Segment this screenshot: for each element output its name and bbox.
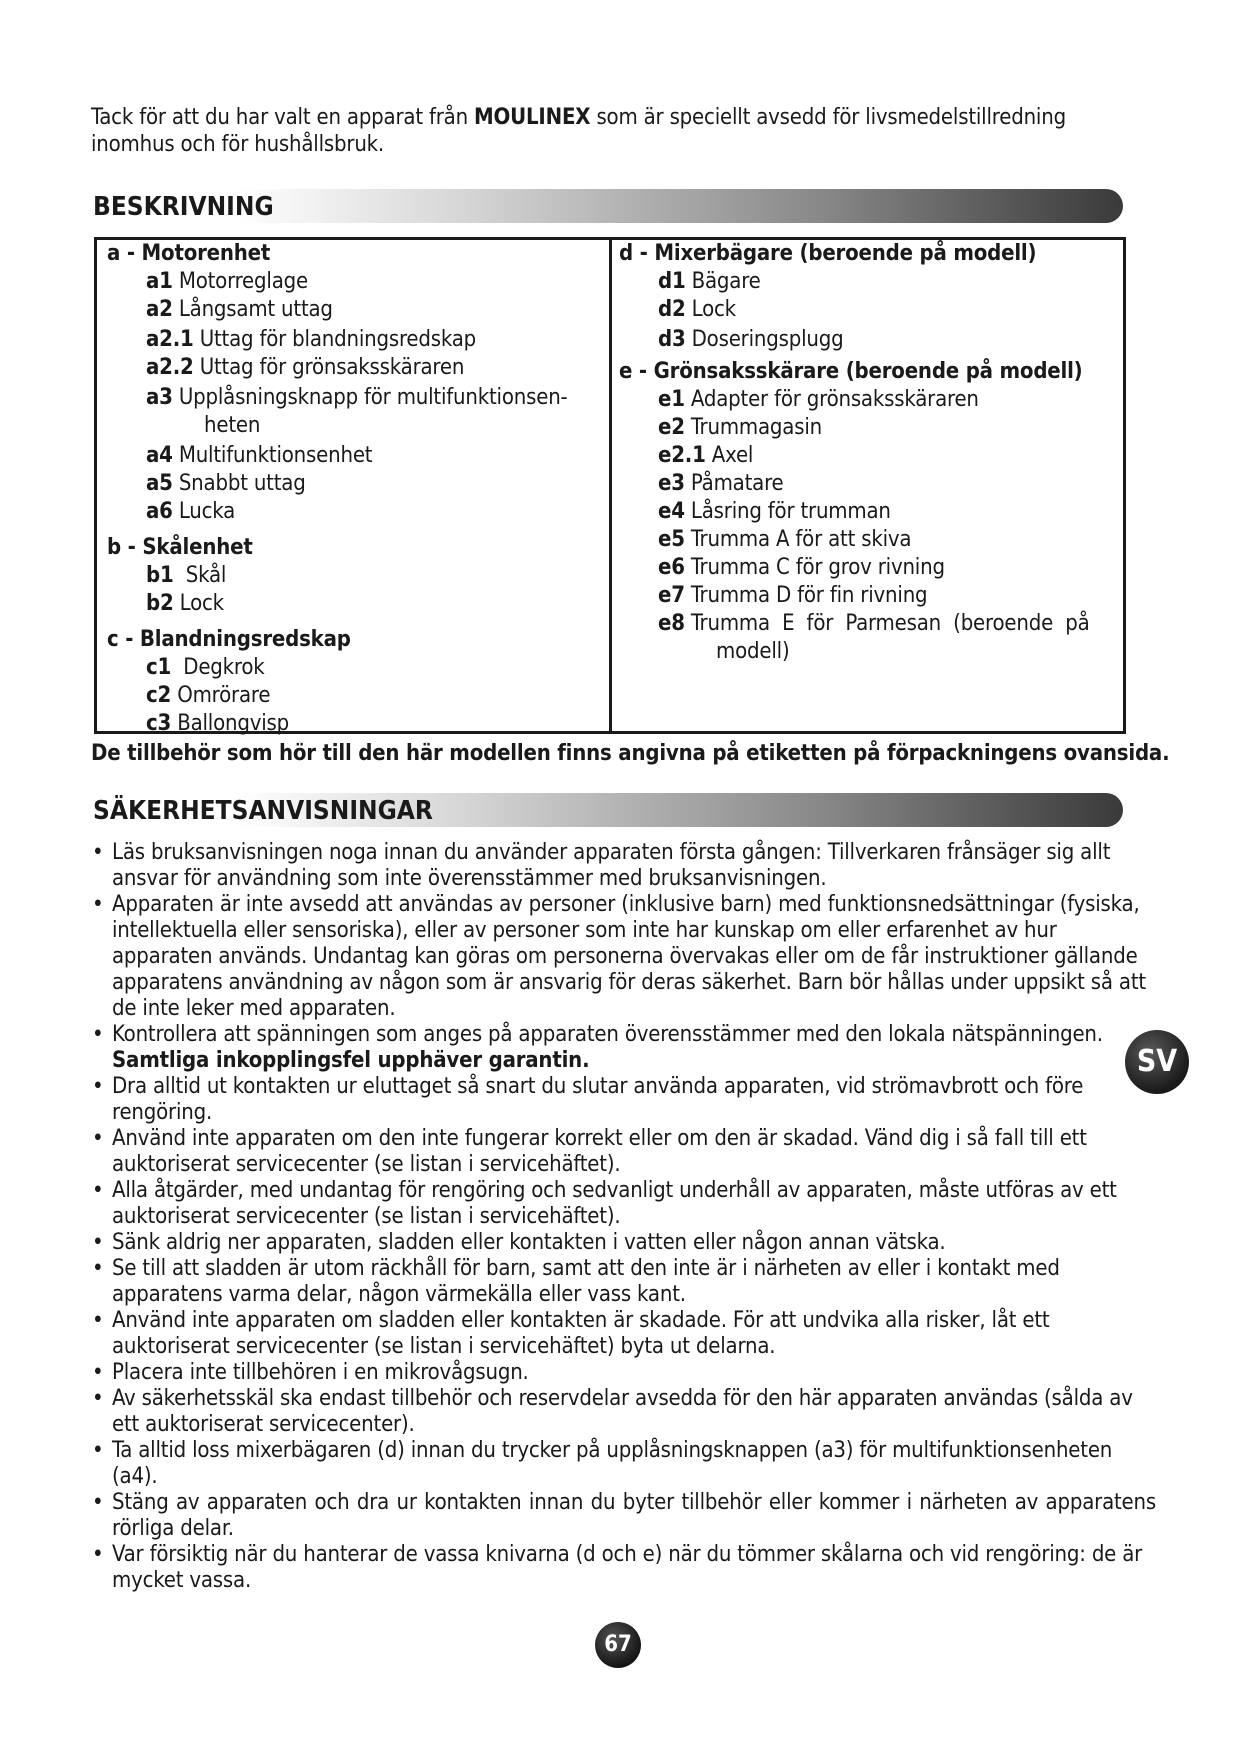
language-badge: SV bbox=[1125, 1030, 1189, 1094]
list-item: d1 Bägare bbox=[658, 269, 761, 294]
warranty-warning: Samtliga inkopplingsfel upphäver garantin. bbox=[112, 1048, 590, 1073]
list-item: • Se till att sladden är utom räckhåll för barn, samt att den inte är i närheten av eller i kontakt med apparatens varma delar, någon värmekälla eller vass kant. bbox=[91, 1256, 1156, 1308]
page-number: 67 bbox=[595, 1622, 641, 1668]
group-title-e: e - Grönsaksskärare (beroende på modell) bbox=[619, 359, 1083, 384]
list-item: a2.2 Uttag för grönsaksskäraren bbox=[146, 355, 465, 380]
list-item: • Ta alltid loss mixerbägaren (d) innan du trycker på upplåsningsknappen (a3) för multifunktionsenheten (a4). bbox=[91, 1438, 1156, 1490]
section-title: BESKRIVNING bbox=[93, 192, 274, 222]
list-item: • Dra alltid ut kontakten ur eluttaget så snart du slutar använda apparaten, vid strömavbrott och före rengöring. bbox=[91, 1074, 1156, 1126]
list-item: • Använd inte apparaten om sladden eller kontakten är skadade. För att undvika alla risker, låt ett auktoriserat servicecenter (se listan i servicehäftet) byta ut delarna. bbox=[91, 1308, 1156, 1360]
brand-name: MOULINEX bbox=[474, 105, 591, 130]
group-title-d: d - Mixerbägare (beroende på modell) bbox=[619, 241, 1037, 266]
list-item: c2 Omrörare bbox=[146, 683, 271, 708]
list-item: d2 Lock bbox=[658, 297, 736, 322]
list-item: d3 Doseringsplugg bbox=[658, 327, 844, 352]
list-item: e8 Trumma E för Parmesan (beroende på bbox=[658, 611, 1090, 636]
list-item: • Sänk aldrig ner apparaten, sladden eller kontakten i vatten eller någon annan vätska. bbox=[91, 1230, 1156, 1256]
list-item: • Stäng av apparaten och dra ur kontakten innan du byter tillbehör eller kommer i närheten av apparatens rörliga delar. bbox=[91, 1490, 1156, 1542]
intro-text: Tack för att du har valt en apparat från bbox=[91, 105, 475, 130]
section-title: SÄKERHETSANVISNINGAR bbox=[93, 796, 433, 826]
accessories-note: De tillbehör som hör till den här modellen finns angivna på etiketten på förpackningens ovansida. bbox=[91, 741, 1170, 766]
list-item: • Placera inte tillbehören i en mikrovågsugn. bbox=[91, 1360, 1156, 1386]
list-item: e4 Låsring för trumman bbox=[658, 499, 891, 524]
group-title-b: b - Skålenhet bbox=[107, 535, 253, 560]
section-heading-safety bbox=[91, 793, 1123, 827]
group-title-a: a - Motorenhet bbox=[107, 241, 271, 266]
section-heading-description bbox=[91, 189, 1123, 223]
list-item: e2.1 Axel bbox=[658, 443, 754, 468]
group-title-c: c - Blandningsredskap bbox=[107, 627, 351, 652]
list-item: c1 Degkrok bbox=[146, 655, 265, 680]
list-item: c3 Ballongvisp bbox=[146, 711, 290, 736]
list-item: • Av säkerhetsskäl ska endast tillbehör och reservdelar avsedda för den här apparaten användas (sålda av ett auktoriserat servicecenter). bbox=[91, 1386, 1156, 1438]
list-item: • Använd inte apparaten om den inte fungerar korrekt eller om den är skadad. Vänd dig i så fall till ett auktoriserat servicecenter (se listan i servicehäftet). bbox=[91, 1126, 1156, 1178]
list-item: • Apparaten är inte avsedd att användas av personer (inklusive barn) med funktionsnedsättningar (fysiska, intellektuella eller sensoriska), eller av personer som inte har kunskap om eller erfarenhet av hur apparaten används. Undantag kan göras om personerna övervakas eller om de får instruktioner gällande apparatens användning av någon som är ansvarig för deras säkerhet. Barn bör hållas under uppsikt så att de inte leker med apparaten. bbox=[91, 892, 1156, 1022]
list-item: e5 Trumma A för att skiva bbox=[658, 527, 912, 552]
list-item: a1 Motorreglage bbox=[146, 269, 308, 294]
list-item: a6 Lucka bbox=[146, 499, 236, 524]
list-item: • Alla åtgärder, med undantag för rengöring och sedvanligt underhåll av apparaten, måste utföras av ett auktoriserat servicecenter (se listan i servicehäftet). bbox=[91, 1178, 1156, 1230]
list-item: a2.1 Uttag för blandningsredskap bbox=[146, 327, 477, 352]
intro-paragraph bbox=[91, 104, 1151, 158]
list-item: a2 Långsamt uttag bbox=[146, 297, 333, 322]
list-item-continuation: heten bbox=[204, 413, 261, 438]
list-item: b2 Lock bbox=[146, 591, 224, 616]
description-column-left bbox=[107, 240, 597, 738]
list-item: • Var försiktig när du hanterar de vassa knivarna (d och e) när du tömmer skålarna och vid rengöring: de är mycket vassa. bbox=[91, 1542, 1156, 1594]
list-item: a5 Snabbt uttag bbox=[146, 471, 306, 496]
list-item: e3 Påmatare bbox=[658, 471, 784, 496]
list-item: a3 Upplåsningsknapp för multifunktionsen- bbox=[146, 385, 568, 410]
list-item: e1 Adapter för grönsaksskäraren bbox=[658, 387, 979, 412]
list-item: a4 Multifunktionsenhet bbox=[146, 443, 373, 468]
list-item: e2 Trummagasin bbox=[658, 415, 822, 440]
description-column-right bbox=[619, 240, 1119, 666]
list-item: • Kontrollera att spänningen som anges på apparaten överensstämmer med den lokala nätspänningen. Samtliga inkopplingsfel upphäver garantin. bbox=[91, 1022, 1156, 1074]
list-item: e7 Trumma D för fin rivning bbox=[658, 583, 928, 608]
intro-text-end: som är speciellt avsedd för livsmedelstillredning inomhus och för hushållsbruk. bbox=[91, 105, 1066, 157]
safety-list bbox=[91, 840, 1156, 1594]
list-item: • Läs bruksanvisningen noga innan du använder apparaten första gången: Tillverkaren frånsäger sig allt ansvar för användning som inte överensstämmer med bruksanvisningen. bbox=[91, 840, 1156, 892]
description-table bbox=[94, 237, 1126, 734]
list-item: b1 Skål bbox=[146, 563, 227, 588]
list-item: e6 Trumma C för grov rivning bbox=[658, 555, 945, 580]
column-divider bbox=[609, 240, 612, 731]
list-item-continuation: modell) bbox=[716, 639, 790, 664]
